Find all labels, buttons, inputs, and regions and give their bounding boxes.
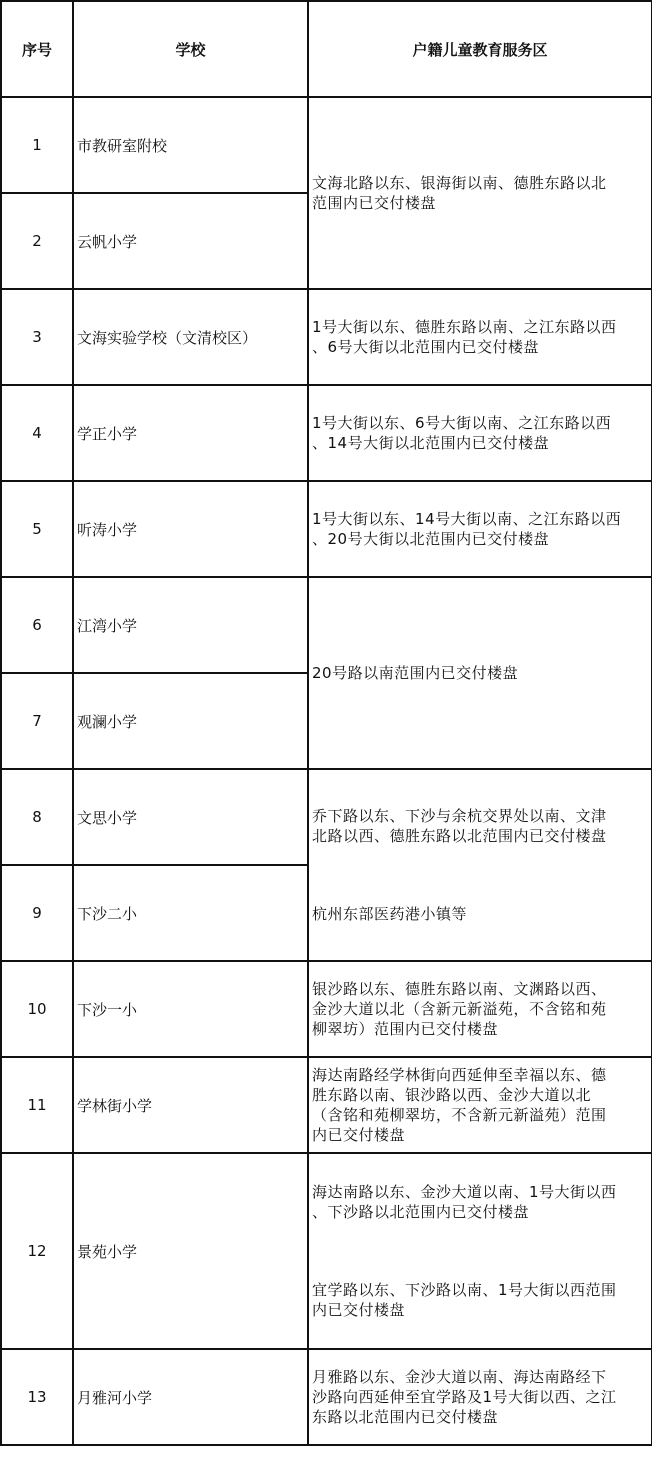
row-num: 2 [1,193,73,289]
school-name: 景苑小学 [73,1153,308,1349]
table-row [1,577,652,673]
service-area-part: 乔下路以东、下沙与余杭交界处以南、文津 北路以西、德胜东路以北范围内已交付楼盘 [312,807,607,845]
row-num: 12 [1,1153,73,1349]
row-num: 7 [1,673,73,769]
row-num: 3 [1,289,73,385]
header-row [1,1,652,97]
service-area: 海达南路经学林街向西延伸至幸福以东、德 胜东路以南、银沙路以西、金沙大道以北 （含铭和苑柳翠坊，不含新元新溢苑）范围 内已交付楼盘 [308,1057,652,1153]
school-name: 江湾小学 [73,577,308,673]
table-row [1,289,652,385]
service-area-part: 宜学路以东、下沙路以南、1号大街以西范围 内已交付楼盘 [312,1281,617,1319]
table-row [1,1057,652,1153]
service-area: 20号路以南范围内已交付楼盘 [308,577,652,769]
row-num: 6 [1,577,73,673]
school-name: 听涛小学 [73,481,308,577]
header-num: 序号 [1,1,73,97]
row-num: 9 [1,865,73,961]
table-row [1,481,652,577]
school-name: 文思小学 [73,769,308,865]
row-num: 4 [1,385,73,481]
service-area-part: 海达南路以东、金沙大道以南、1号大街以西 、下沙路以北范围内已交付楼盘 [312,1183,617,1221]
table-row [1,1153,652,1349]
header-area: 户籍儿童教育服务区 [308,1,652,97]
school-name: 文海实验学校（文清校区） [73,289,308,385]
service-area: 月雅路以东、金沙大道以南、海达南路经下 沙路向西延伸至宜学路及1号大街以西、之江 东路以北范围内已交付楼盘 [308,1349,652,1445]
school-name: 学林街小学 [73,1057,308,1153]
service-area: 1号大街以东、德胜东路以南、之江东路以西 、6号大街以北范围内已交付楼盘 [308,289,652,385]
table-row [1,961,652,1057]
service-area [308,769,652,961]
service-area-part: 杭州东部医药港小镇等 [312,905,468,923]
table-row [1,769,652,865]
service-area: 银沙路以东、德胜东路以南、文渊路以西、 金沙大道以北（含新元新溢苑，不含铭和苑 柳翠坊）范围内已交付楼盘 [308,961,652,1057]
row-num: 5 [1,481,73,577]
school-name: 市教研室附校 [73,97,308,193]
row-num: 11 [1,1057,73,1153]
service-area: 文海北路以东、银海街以南、德胜东路以北 范围内已交付楼盘 [308,97,652,289]
school-name: 观澜小学 [73,673,308,769]
service-area [308,1153,652,1349]
header-school: 学校 [73,1,308,97]
table-row [1,1349,652,1445]
table-row [1,97,652,193]
row-num: 1 [1,97,73,193]
school-name: 云帆小学 [73,193,308,289]
school-name: 月雅河小学 [73,1349,308,1445]
row-num: 13 [1,1349,73,1445]
row-num: 8 [1,769,73,865]
school-name: 学正小学 [73,385,308,481]
school-name: 下沙一小 [73,961,308,1057]
row-num: 10 [1,961,73,1057]
table-row [1,385,652,481]
school-name: 下沙二小 [73,865,308,961]
service-area: 1号大街以东、6号大街以南、之江东路以西 、14号大街以北范围内已交付楼盘 [308,385,652,481]
service-area: 1号大街以东、14号大街以南、之江东路以西 、20号大街以北范围内已交付楼盘 [308,481,652,577]
